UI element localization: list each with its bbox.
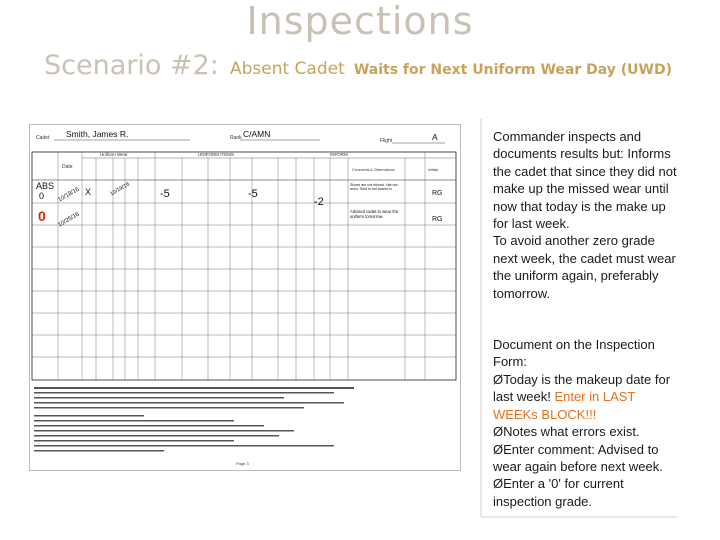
comment-2: Advised cadet to wear the uniform tomorrow	[350, 209, 399, 219]
notes-bullet-4: ØEnter a '0' for current inspection grade.	[493, 476, 624, 509]
subtitle-main: Absent Cadet	[229, 59, 345, 79]
flight-value: A	[432, 132, 438, 142]
col-comments: Comments & Observations	[352, 168, 395, 172]
bullet-1-text: ØToday is the makeup date for last week!	[493, 371, 671, 405]
notes-bullet-3: ØEnter comment: Advised to wear again before next week.	[493, 441, 663, 474]
subtitle-rest: Waits for Next Uniform Wear Day (UWD)	[353, 62, 672, 78]
page-title: Inspections	[246, 0, 474, 43]
col-date: Date	[62, 164, 73, 170]
bullet-1-accent: Enter in LAST WEEKs BLOCK!!!	[493, 389, 636, 422]
notes-bullet-2: ØNotes what errors exist.	[493, 424, 640, 440]
notes-panel	[493, 128, 683, 510]
notes-para-2: To avoid another zero grade next week, the cadet must wear the uniform again, preferably tomorrow.	[493, 233, 676, 301]
col-uniform-items: UNIFORM ITEMS	[198, 152, 234, 157]
deduct-3: -2	[314, 196, 324, 208]
rank-value: C/AMN	[243, 129, 271, 139]
initials-2: RG	[432, 216, 443, 223]
form-page-number: Page 3	[236, 461, 249, 466]
comment-1: Shoes are not shined, Hat not worn, Shirt is not tucked in	[350, 183, 398, 192]
row2-date: 10/25/16	[57, 211, 81, 229]
col-uniform-wear: Uniform Wear	[100, 152, 128, 157]
row1-date: 10/18/16	[57, 186, 81, 204]
rank-label: Rank	[230, 135, 242, 141]
notes-para-3: Document on the Inspection Form:	[493, 337, 655, 370]
notes-para-1: Commander inspects and documents results but: Informs the cadet that since they did not make up the missed wear until now that today is the make up for last week.	[493, 129, 677, 232]
current-grade: 0	[38, 208, 46, 224]
row1-x-mark: X	[85, 187, 92, 197]
cadet-label: Cadet	[36, 135, 50, 141]
flight-label: Flight	[380, 138, 393, 144]
prev-grade-num: 0	[39, 191, 45, 201]
scenario-subtitle	[44, 50, 672, 81]
deduct-1: -5	[160, 188, 170, 200]
inspection-form-image	[30, 125, 460, 470]
scenario-label: Scenario #2:	[44, 50, 219, 81]
col-init: Initials	[428, 168, 439, 172]
initials-1: RG	[432, 190, 443, 197]
prev-grade-abs: ABS	[36, 181, 55, 191]
row1-hw-date: 10/19/16	[109, 181, 131, 198]
notes-bullet-1	[493, 371, 683, 423]
col-inform: INFORM	[330, 152, 348, 157]
deduct-2: -5	[248, 188, 258, 200]
cadet-name: Smith, James R.	[66, 129, 129, 139]
form-footer-text	[34, 387, 354, 452]
